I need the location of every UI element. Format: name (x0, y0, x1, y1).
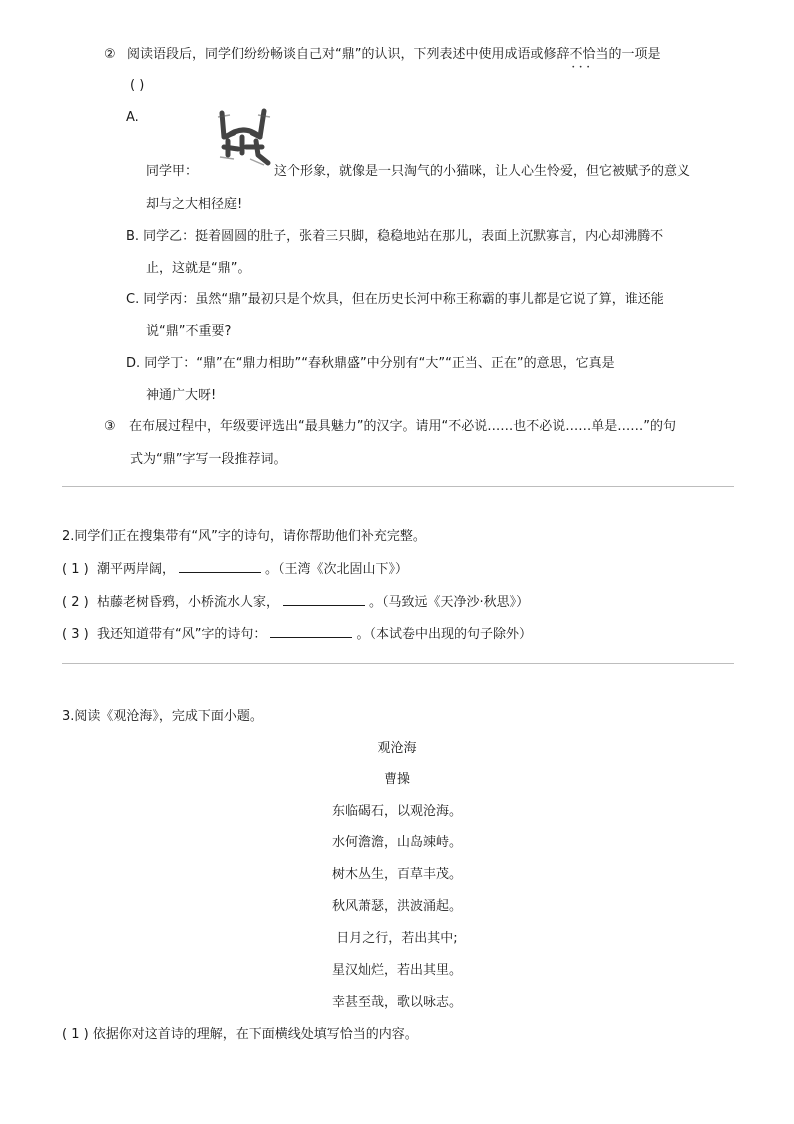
stem-text: 阅读语段后，同学们纷纷畅谈自己对“鼎”的认识，下列表述中使用成语或修辞 (127, 47, 570, 62)
poem-line: 秋风萧瑟，洪波涌起。 (331, 899, 462, 914)
item-text: 潮平两岸阔， (96, 562, 175, 577)
q2-item-1 (62, 560, 408, 579)
poem-line: 日月之行，若出其中; (336, 931, 458, 946)
option-d-line2: 神通广大呀! (146, 388, 217, 403)
q1-sub3-line1: 在布展过程中，年级要评选出“最具魅力”的汉字。请用“不必说……也不必说……单是……”的句 (129, 419, 676, 434)
option-d-line1: D. 同学丁：“鼎”在“鼎力相助”“春秋鼎盛”中分别有“大”“正当、正在”的意思，它真是 (126, 356, 615, 371)
answer-blank[interactable] (179, 560, 261, 573)
poem-author: 曹操 (383, 772, 410, 787)
poem-line: 星汉灿烂，若出其里。 (331, 963, 462, 978)
item-number: ( 2 ) (62, 595, 89, 610)
q1-sub3-line2: 式为“鼎”字写一段推荐词。 (130, 452, 287, 467)
q2-title: 2.同学们正在搜集带有“风”字的诗句，请你帮助他们补充完整。 (62, 529, 426, 544)
stem-text-end: 的一项是 (608, 47, 661, 62)
option-b-line2: 止，这就是“鼎”。 (146, 261, 251, 276)
q3-title: 3.阅读《观沧海》，完成下面小题。 (62, 709, 263, 724)
answer-blank[interactable] (283, 593, 365, 606)
option-c-line2: 说“鼎”不重要? (146, 324, 232, 339)
circled-number-2: ② (104, 47, 116, 62)
emphasis-text: 不恰当 • • • (569, 46, 608, 64)
poem-line: 东临碣石，以观沧海。 (331, 804, 462, 819)
q3-sub1: ( 1 ) 依据你对这首诗的理解，在下面横线处填写恰当的内容。 (62, 1027, 418, 1042)
option-c-line1: C. 同学丙：虽然“鼎”最初只是个炊具，但在历史长河中称王称霸的事儿都是它说了算，谁还能 (126, 292, 664, 307)
circled-number-3: ③ (104, 419, 116, 434)
q1-sub2-stem (127, 46, 661, 64)
answer-blank[interactable] (270, 625, 352, 638)
item-text: 我还知道带有“风”字的诗句： (96, 627, 267, 642)
item-number: ( 3 ) (62, 627, 89, 642)
poem-title: 观沧海 (377, 741, 417, 756)
item-source: 。（本试卷中出现的句子除外） (356, 627, 532, 642)
option-a-speaker: 同学甲： (146, 164, 199, 179)
option-a-line2: 却与之大相径庭! (146, 197, 243, 212)
option-a-line1: 这个形象，就像是一只淘气的小猫咪，让人心生怜爱，但它被赋予的意义 (274, 164, 691, 179)
q2-item-2 (62, 593, 529, 612)
option-a-label: A. (126, 110, 139, 125)
item-text: 枯藤老树昏鸦，小桥流水人家， (96, 595, 279, 610)
poem-line: 树木丛生，百草丰茂。 (331, 867, 462, 882)
answer-paren: ( ) (130, 78, 145, 93)
q2-item-3 (62, 625, 532, 644)
item-number: ( 1 ) (62, 562, 89, 577)
item-source: 。（马致远《天净沙·秋思》） (368, 595, 530, 610)
section-divider (62, 663, 734, 664)
section-divider (62, 486, 734, 487)
option-b-line1: B. 同学乙：挺着圆圆的肚子，张着三只脚，稳稳地站在那儿，表面上沉默寡言，内心却沸腾不 (126, 229, 664, 244)
ding-bronze-glyph-image (214, 107, 274, 169)
poem-line: 幸甚至哉，歌以咏志。 (331, 995, 462, 1010)
poem-line: 水何澹澹，山岛竦峙。 (331, 835, 462, 850)
item-source: 。（王湾《次北固山下》） (264, 562, 408, 577)
